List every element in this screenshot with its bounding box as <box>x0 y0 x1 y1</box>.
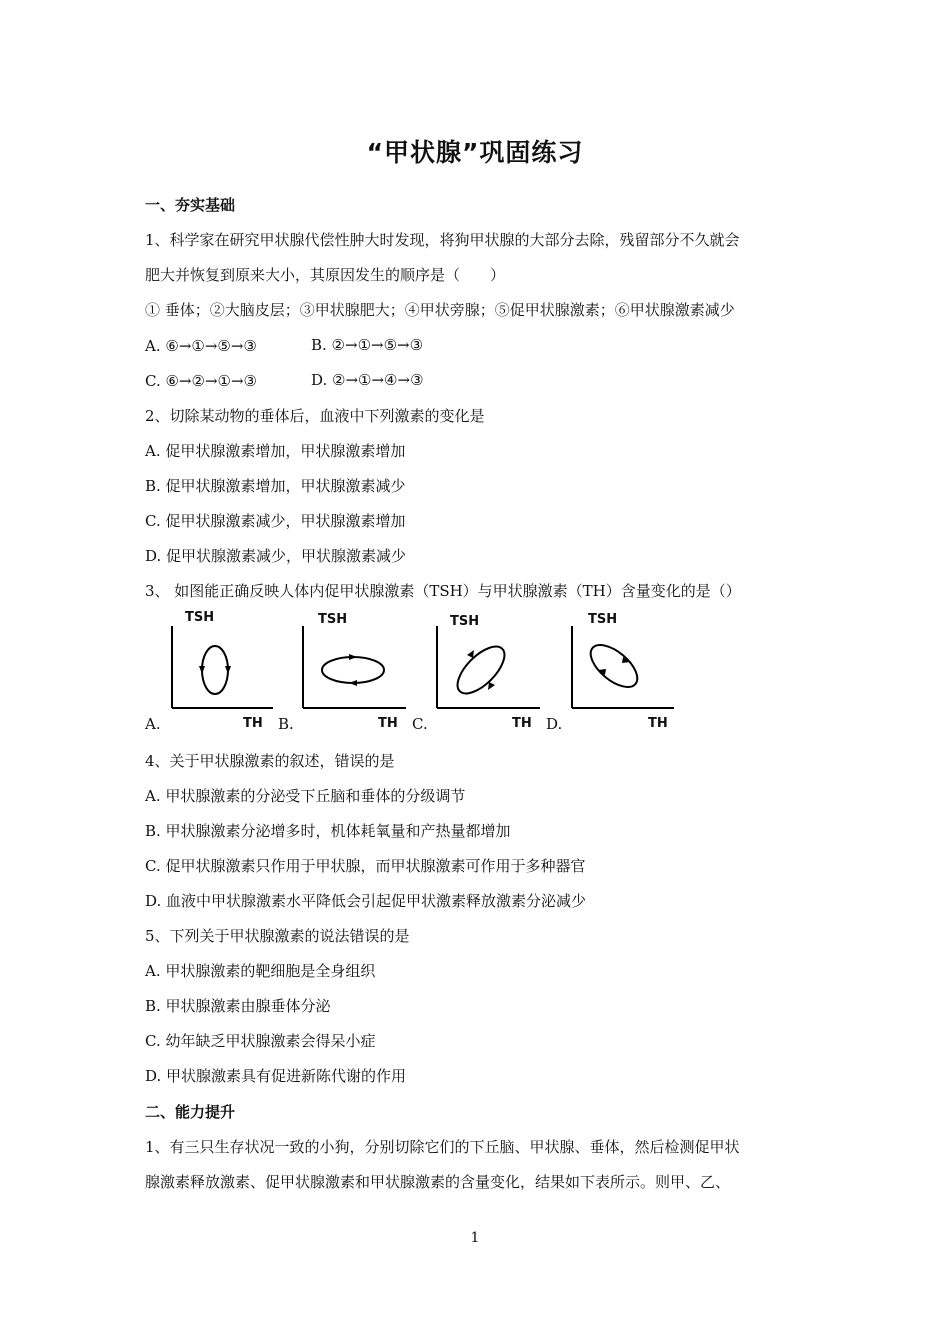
q3-graph-d <box>546 606 681 736</box>
q1-stem-line1: 1、科学家在研究甲状腺代偿性肿大时发现，将狗甲状腺的大部分去除，残留部分不久就会 <box>145 231 740 249</box>
arrow-down-icon <box>225 666 231 674</box>
q1-option-d: D. ②→①→④→③ <box>311 371 424 389</box>
cycle-ellipse <box>322 657 384 683</box>
graph-d-ylabel: TSH <box>588 612 618 627</box>
arrow-icon <box>488 682 495 690</box>
q2-option-c: C. 促甲状腺激素减少，甲状腺激素增加 <box>145 512 406 530</box>
q1-items: ① 垂体；②大脑皮层；③甲状腺肥大；④甲状旁腺；⑤促甲状腺激素；⑥甲状腺激素减少 <box>145 301 735 319</box>
q6-stem-line1: 1、有三只生存状况一致的小狗，分别切除它们的下丘脑、甲状腺、垂体，然后检测促甲状 <box>145 1138 740 1156</box>
q2-option-b: B. 促甲状腺激素增加，甲状腺激素减少 <box>145 477 406 495</box>
q4-option-c: C. 促甲状腺激素只作用于甲状腺，而甲状腺激素可作用于多种器官 <box>145 857 586 875</box>
cycle-ellipse <box>202 646 228 694</box>
arrow-right-icon <box>349 654 357 660</box>
q2-option-a: A. 促甲状腺激素增加，甲状腺激素增加 <box>145 442 406 460</box>
arrow-up-icon <box>199 666 205 674</box>
q1-stem-line2: 肥大并恢复到原来大小，其原因发生的顺序是（ ） <box>145 266 506 284</box>
q4-option-b: B. 甲状腺激素分泌增多时，机体耗氧量和产热量都增加 <box>145 822 511 840</box>
graph-a-ylabel: TSH <box>185 610 215 625</box>
q5-option-d: D. 甲状腺激素具有促进新陈代谢的作用 <box>145 1067 407 1085</box>
page-title: “甲状腺”巩固练习 <box>366 138 584 167</box>
graph-a-option-label: A. <box>145 715 161 733</box>
graph-c-xlabel: TH <box>512 716 532 731</box>
graph-b-xlabel: TH <box>378 716 398 731</box>
q5-option-c: C. 幼年缺乏甲状腺激素会得呆小症 <box>145 1032 376 1050</box>
q5-option-a: A. 甲状腺激素的靶细胞是全身组织 <box>145 962 376 980</box>
graph-d-xlabel: TH <box>648 716 668 731</box>
graph-a-xlabel: TH <box>243 716 263 731</box>
arrow-left-icon <box>349 680 357 686</box>
q4-option-d: D. 血液中甲状腺激素水平降低会引起促甲状激素释放激素分泌减少 <box>145 892 587 910</box>
q4-stem: 4、关于甲状腺激素的叙述，错误的是 <box>145 752 395 770</box>
graph-b-ylabel: TSH <box>318 612 348 627</box>
q1-option-a: A. ⑥→①→⑤→③ <box>145 337 257 355</box>
q1-option-c: C. ⑥→②→①→③ <box>145 372 257 390</box>
q5-option-b: B. 甲状腺激素由腺垂体分泌 <box>145 997 331 1015</box>
q3-graph-b <box>278 606 413 736</box>
section-heading-basics: 一、夯实基础 <box>145 196 236 214</box>
q1-option-b: B. ②→①→⑤→③ <box>311 336 424 354</box>
q5-stem: 5、下列关于甲状腺激素的说法错误的是 <box>145 927 410 945</box>
graph-d-option-label: D. <box>546 715 563 733</box>
graph-b-option-label: B. <box>278 715 294 733</box>
cycle-ellipse <box>584 637 645 694</box>
section-heading-advanced: 二、能力提升 <box>145 1103 236 1121</box>
q3-stem: 3、 如图能正确反映人体内促甲状腺激素（TSH）与甲状腺激素（TH）含量变化的是（） <box>145 582 741 600</box>
q2-option-d: D. 促甲状腺激素减少，甲状腺激素减少 <box>145 547 407 565</box>
q2-stem: 2、切除某动物的垂体后，血液中下列激素的变化是 <box>145 407 485 425</box>
graph-c-option-label: C. <box>412 715 428 733</box>
arrow-icon <box>467 650 474 658</box>
page-number: 1 <box>470 1230 480 1246</box>
q3-graph-c <box>412 606 547 736</box>
graph-c-ylabel: TSH <box>450 614 480 629</box>
q3-graph-a <box>145 606 280 736</box>
q6-stem-line2: 腺激素释放激素、促甲状腺激素和甲状腺激素的含量变化，结果如下表所示。则甲、乙、 <box>145 1173 731 1191</box>
q4-option-a: A. 甲状腺激素的分泌受下丘脑和垂体的分级调节 <box>145 787 466 805</box>
cycle-ellipse <box>450 639 512 701</box>
q3-graph-options <box>145 606 685 736</box>
